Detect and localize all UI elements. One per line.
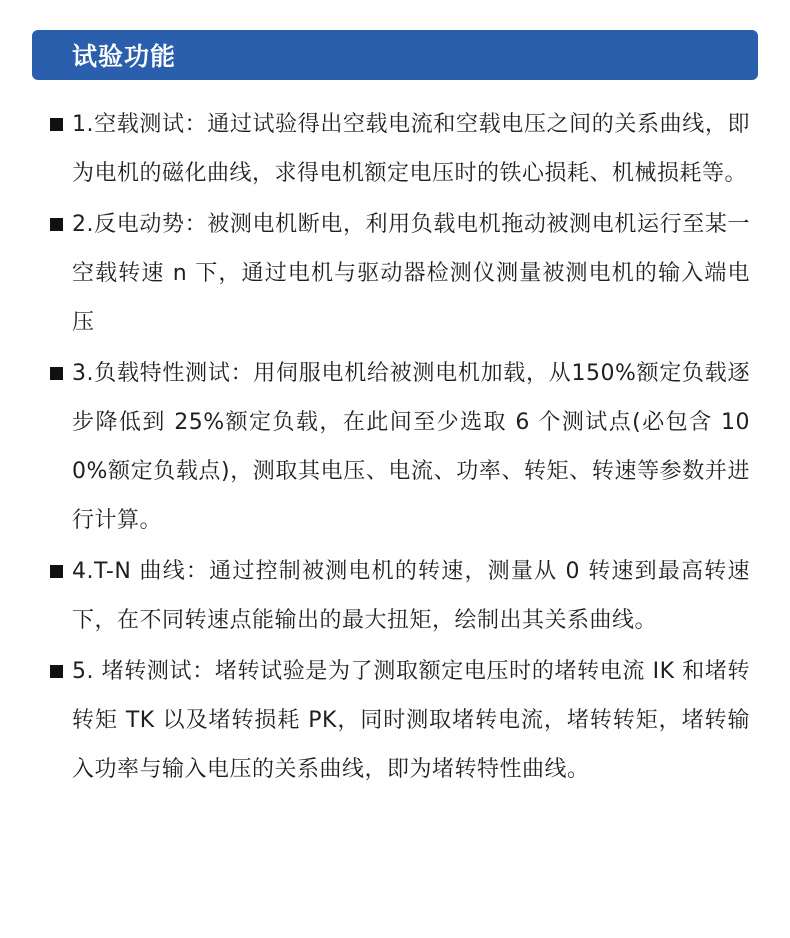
square-bullet-icon <box>50 665 63 678</box>
square-bullet-icon <box>50 218 63 231</box>
list-item-text: 5. 堵转测试：堵转试验是为了测取额定电压时的堵转电流 IK 和堵转转矩 TK 以及堵转损耗 PK，同时测取堵转电流，堵转转矩，堵转输入功率与输入电压的关系曲线，即为堵转特性曲线。 <box>72 659 750 782</box>
list-item-locked-rotor <box>50 647 750 794</box>
square-bullet-icon <box>50 367 63 380</box>
list-item-text: 2.反电动势：被测电机断电，利用负载电机拖动被测电机运行至某一空载转速 n 下，通过电机与驱动器检测仪测量被测电机的输入端电压 <box>72 212 750 335</box>
section-title: 试验功能 <box>72 42 177 71</box>
list-item-load-characteristic <box>50 349 750 545</box>
list-item-text: 3.负载特性测试：用伺服电机给被测电机加载，从150%额定负载逐步降低到 25%额定负载，在此间至少选取 6 个测试点(必包含 100%额定负载点)，测取其电压、电流、功率、转矩、转速等参数并进行计算。 <box>72 361 750 533</box>
list-item-text: 4.T-N 曲线：通过控制被测电机的转速，测量从 0 转速到最高转速下，在不同转速点能输出的最大扭矩，绘制出其关系曲线。 <box>72 559 750 633</box>
list-item-tn-curve <box>50 547 750 645</box>
list-item-back-emf <box>50 200 750 347</box>
section-header <box>32 30 758 80</box>
square-bullet-icon <box>50 565 63 578</box>
list-item-text: 1.空载测试：通过试验得出空载电流和空载电压之间的关系曲线，即为电机的磁化曲线，求得电机额定电压时的铁心损耗、机械损耗等。 <box>72 112 750 186</box>
list-item-no-load-test <box>50 100 750 198</box>
feature-list <box>50 100 750 796</box>
square-bullet-icon <box>50 118 63 131</box>
